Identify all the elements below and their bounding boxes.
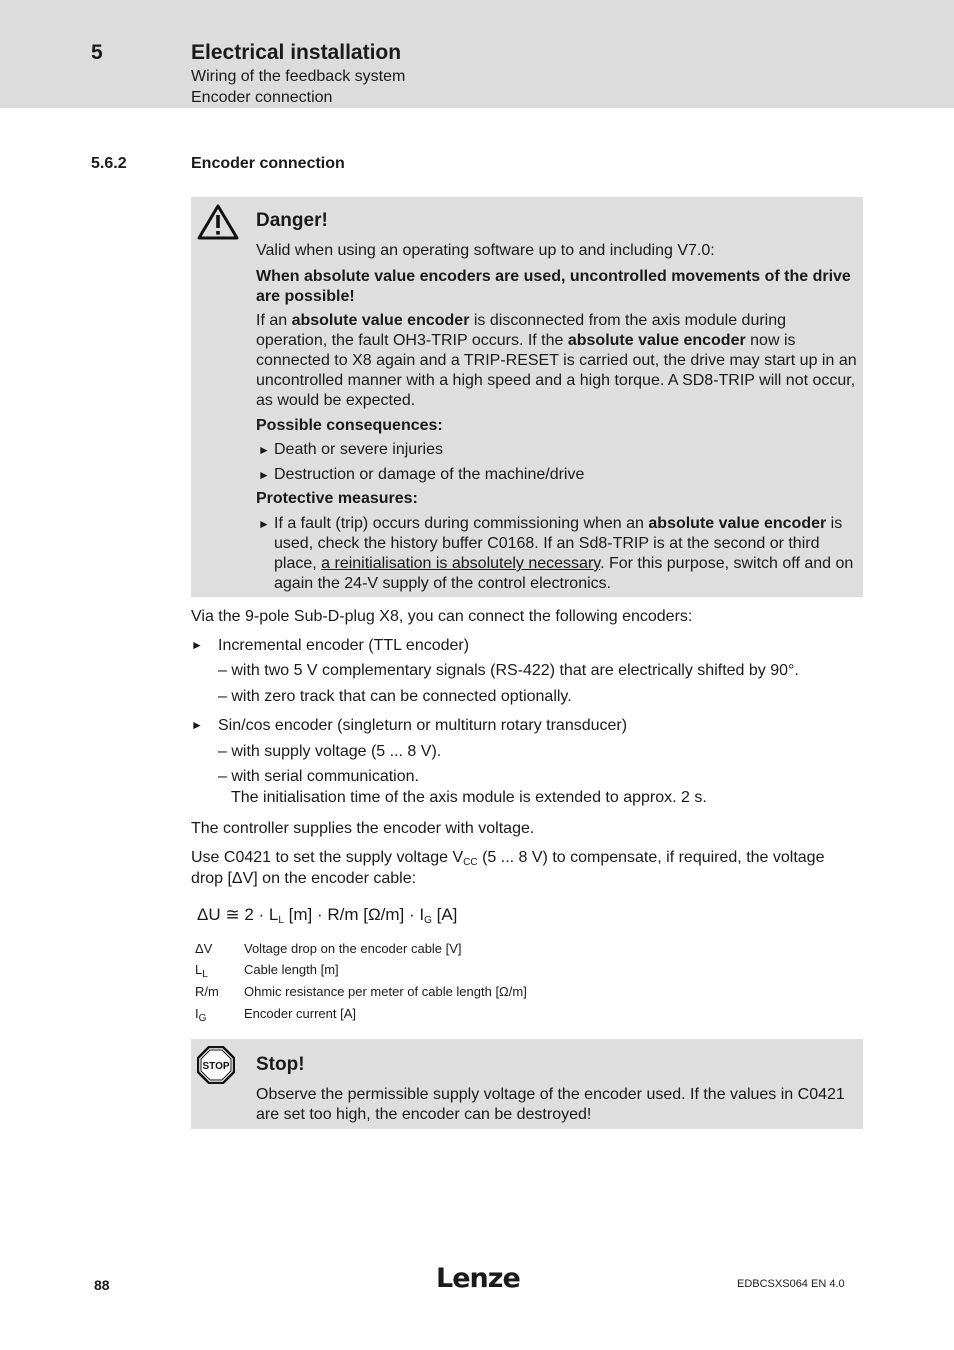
- svg-text:STOP: STOP: [202, 1061, 230, 1072]
- danger-paragraph: If an absolute value encoder is disconnected from the axis module during operation, the fault OH3-TRIP occurs. If the absolute value encoder now is connected to X8 again and a TRIP-RESET is carried out, the drive may start up in an uncontrolled manner with a high speed and a high torque. A SD8-TRIP will not occur, as would be expected.: [256, 312, 857, 409]
- stop-text: Observe the permissible supply voltage of the encoder used. If the values in C0421 are set too high, the encoder can be destroyed!: [256, 1086, 845, 1123]
- measures-label: Protective measures:: [256, 490, 418, 507]
- vcc-text: Use C0421 to set the supply voltage $V_{CC}$ (5 ... 8 V) to compensate, if required, the voltage: [191, 849, 825, 868]
- danger-warning: When absolute value encoders are used, uncontrolled movements of the drive are possible!: [256, 268, 851, 305]
- consequence-item: ► Destruction or damage of the machine/drive: [258, 466, 585, 483]
- voltage-drop-formula: ΔU ≅ $2 \cdot L_L$ [m] · R/m $[\Omega/m] \cdot I_G$ [A]: [197, 905, 458, 926]
- encoder-2-detail: – with serial communication.: [218, 768, 419, 785]
- encoder-2-note: The initialisation time of the axis module is extended to approx. 2 s.: [231, 789, 707, 806]
- stop-title: Stop!: [256, 1054, 305, 1075]
- danger-notice: [191, 197, 863, 597]
- encoder-1-detail: – with zero track that can be connected optionally.: [218, 688, 572, 705]
- encoder-1-detail: – with two 5 V complementary signals (RS-422) that are electrically shifted by 90°.: [218, 662, 799, 679]
- encoder-2-detail: – with supply voltage (5 ... 8 V).: [218, 743, 442, 760]
- section-title: Encoder connection: [191, 155, 345, 172]
- chapter-title: Electrical installation: [191, 41, 402, 64]
- chapter-number: 5: [91, 41, 103, 64]
- consequence-item: ► Death or severe injuries: [258, 441, 443, 458]
- section-number: 5.6.2: [91, 155, 127, 172]
- warning-triangle-icon: [197, 204, 239, 240]
- document-id: EDBCSXS064 EN 4.0: [737, 1278, 845, 1290]
- lenze-logo: Lenze: [436, 1263, 520, 1294]
- vcc-text-line-2: drop [ΔV] on the encoder cable:: [191, 870, 417, 887]
- stop-notice: [191, 1039, 863, 1129]
- supply-text: The controller supplies the encoder with voltage.: [191, 820, 535, 837]
- measure-item: ► If a fault (trip) occurs during commissioning when an absolute value encoder is used, check the history buffer C0168. If an Sd8-TRIP is at the second or third place, a reinitialisation is absolutely necessary. For this purpose, switch off and on again the 24-V supply of the control electronics.: [258, 515, 854, 592]
- header-band: [0, 0, 954, 108]
- header-subtitle-2: Encoder connection: [191, 89, 333, 106]
- page-number: 88: [94, 1277, 110, 1293]
- danger-title: Danger!: [256, 210, 328, 231]
- header-subtitle-1: Wiring of the feedback system: [191, 68, 406, 85]
- stop-sign-icon: [197, 1046, 235, 1084]
- danger-intro: Valid when using an operating software up to and including V7.0:: [256, 242, 715, 259]
- encoders-intro: Via the 9-pole Sub-D-plug X8, you can connect the following encoders:: [191, 608, 693, 625]
- consequences-label: Possible consequences:: [256, 417, 443, 434]
